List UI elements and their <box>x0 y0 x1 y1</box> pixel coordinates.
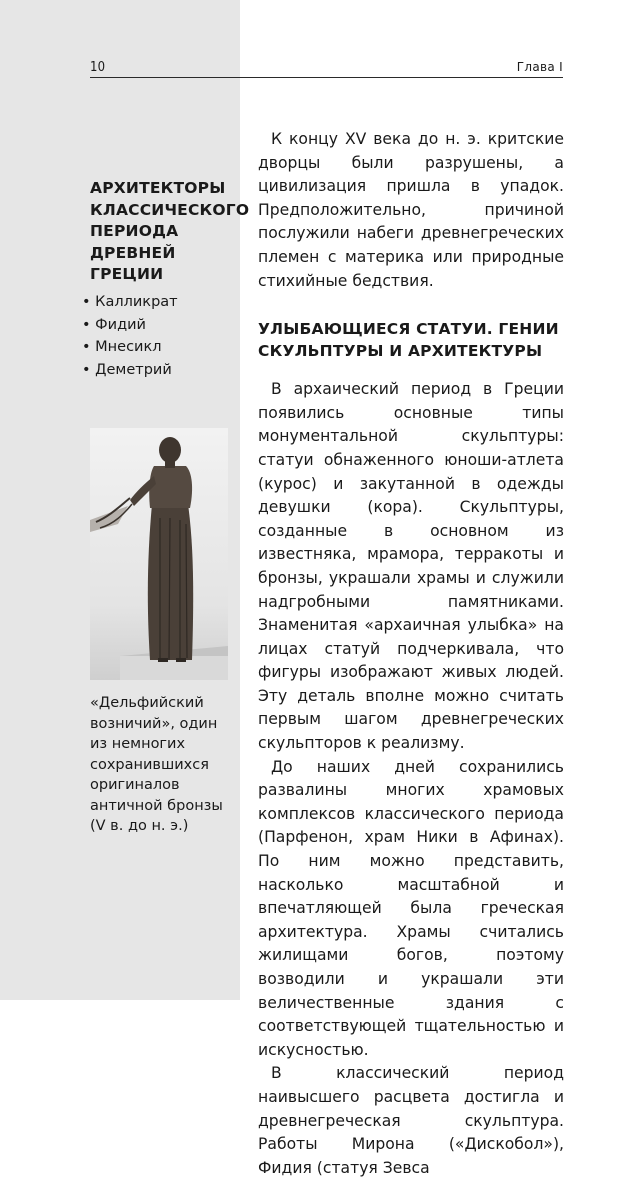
statue-illustration <box>90 428 228 680</box>
chapter-label: Глава I <box>516 60 563 74</box>
page-number: 10 <box>90 60 106 75</box>
header-rule <box>90 77 563 78</box>
architects-list <box>82 291 232 381</box>
charioteer-photo <box>90 428 228 680</box>
sidebar-title: АРХИТЕКТОРЫ КЛАССИЧЕСКОГО ПЕРИОДА ДРЕВНЕЙ ГРЕЦИИ <box>90 179 250 283</box>
main-text <box>258 128 564 1180</box>
list-item: • Мнесикл <box>82 336 232 359</box>
paragraph: К концу XV века до н. э. критские дворцы были разрушены, а цивилизация пришла в упадок. Предположительно, причиной послужили набеги древнегреческих племен с материка или природные стихийные бедствия. <box>258 130 564 290</box>
figure-caption: «Дельфийский возничий», один из немногих сохранившихся оригиналов античной бронзы (V в. до н. э.) <box>90 695 223 834</box>
section-heading: УЛЫБАЮЩИЕСЯ СТАТУИ. ГЕНИИ СКУЛЬПТУРЫ И АРХИТЕКТУРЫ <box>258 320 559 360</box>
list-item: • Деметрий <box>82 359 232 382</box>
paragraph: В классический период наивысшего расцвета достигла и древнегреческая скульптура. Работы Мирона («Дискобол»), Фидия (статуя Зевса <box>258 1064 564 1177</box>
list-item: • Калликрат <box>82 291 232 314</box>
list-item: • Фидий <box>82 314 232 337</box>
paragraph: В архаический период в Греции появились основные типы монументальной скульптуры: статуи обнаженного юноши-атлета (курос) и закутанной в одежды девушки (кора). Скульптуры, созданные в основном из известняка, мрамора, терракоты и бронзы, украшали храмы и служили надгробными памятниками. Знаменитая «архаичная улыбка» на лицах статуй подчеркивала, что фигуры изображают живых людей. Эту деталь вполне можно считать первым шагом древнегреческих скульпторов к реализму. <box>258 380 564 753</box>
paragraph: До наших дней сохранились развалины многих храмовых комплексов классического периода (Парфенон, храм Ники в Афинах). По ним можно представить, насколько масштабной и впечатляющей была греческая архитектура. Храмы считались жилищами богов, поэтому возводили и украшали эти величественные здания с соответствующей тщательностью и искусностью. <box>258 757 564 1059</box>
